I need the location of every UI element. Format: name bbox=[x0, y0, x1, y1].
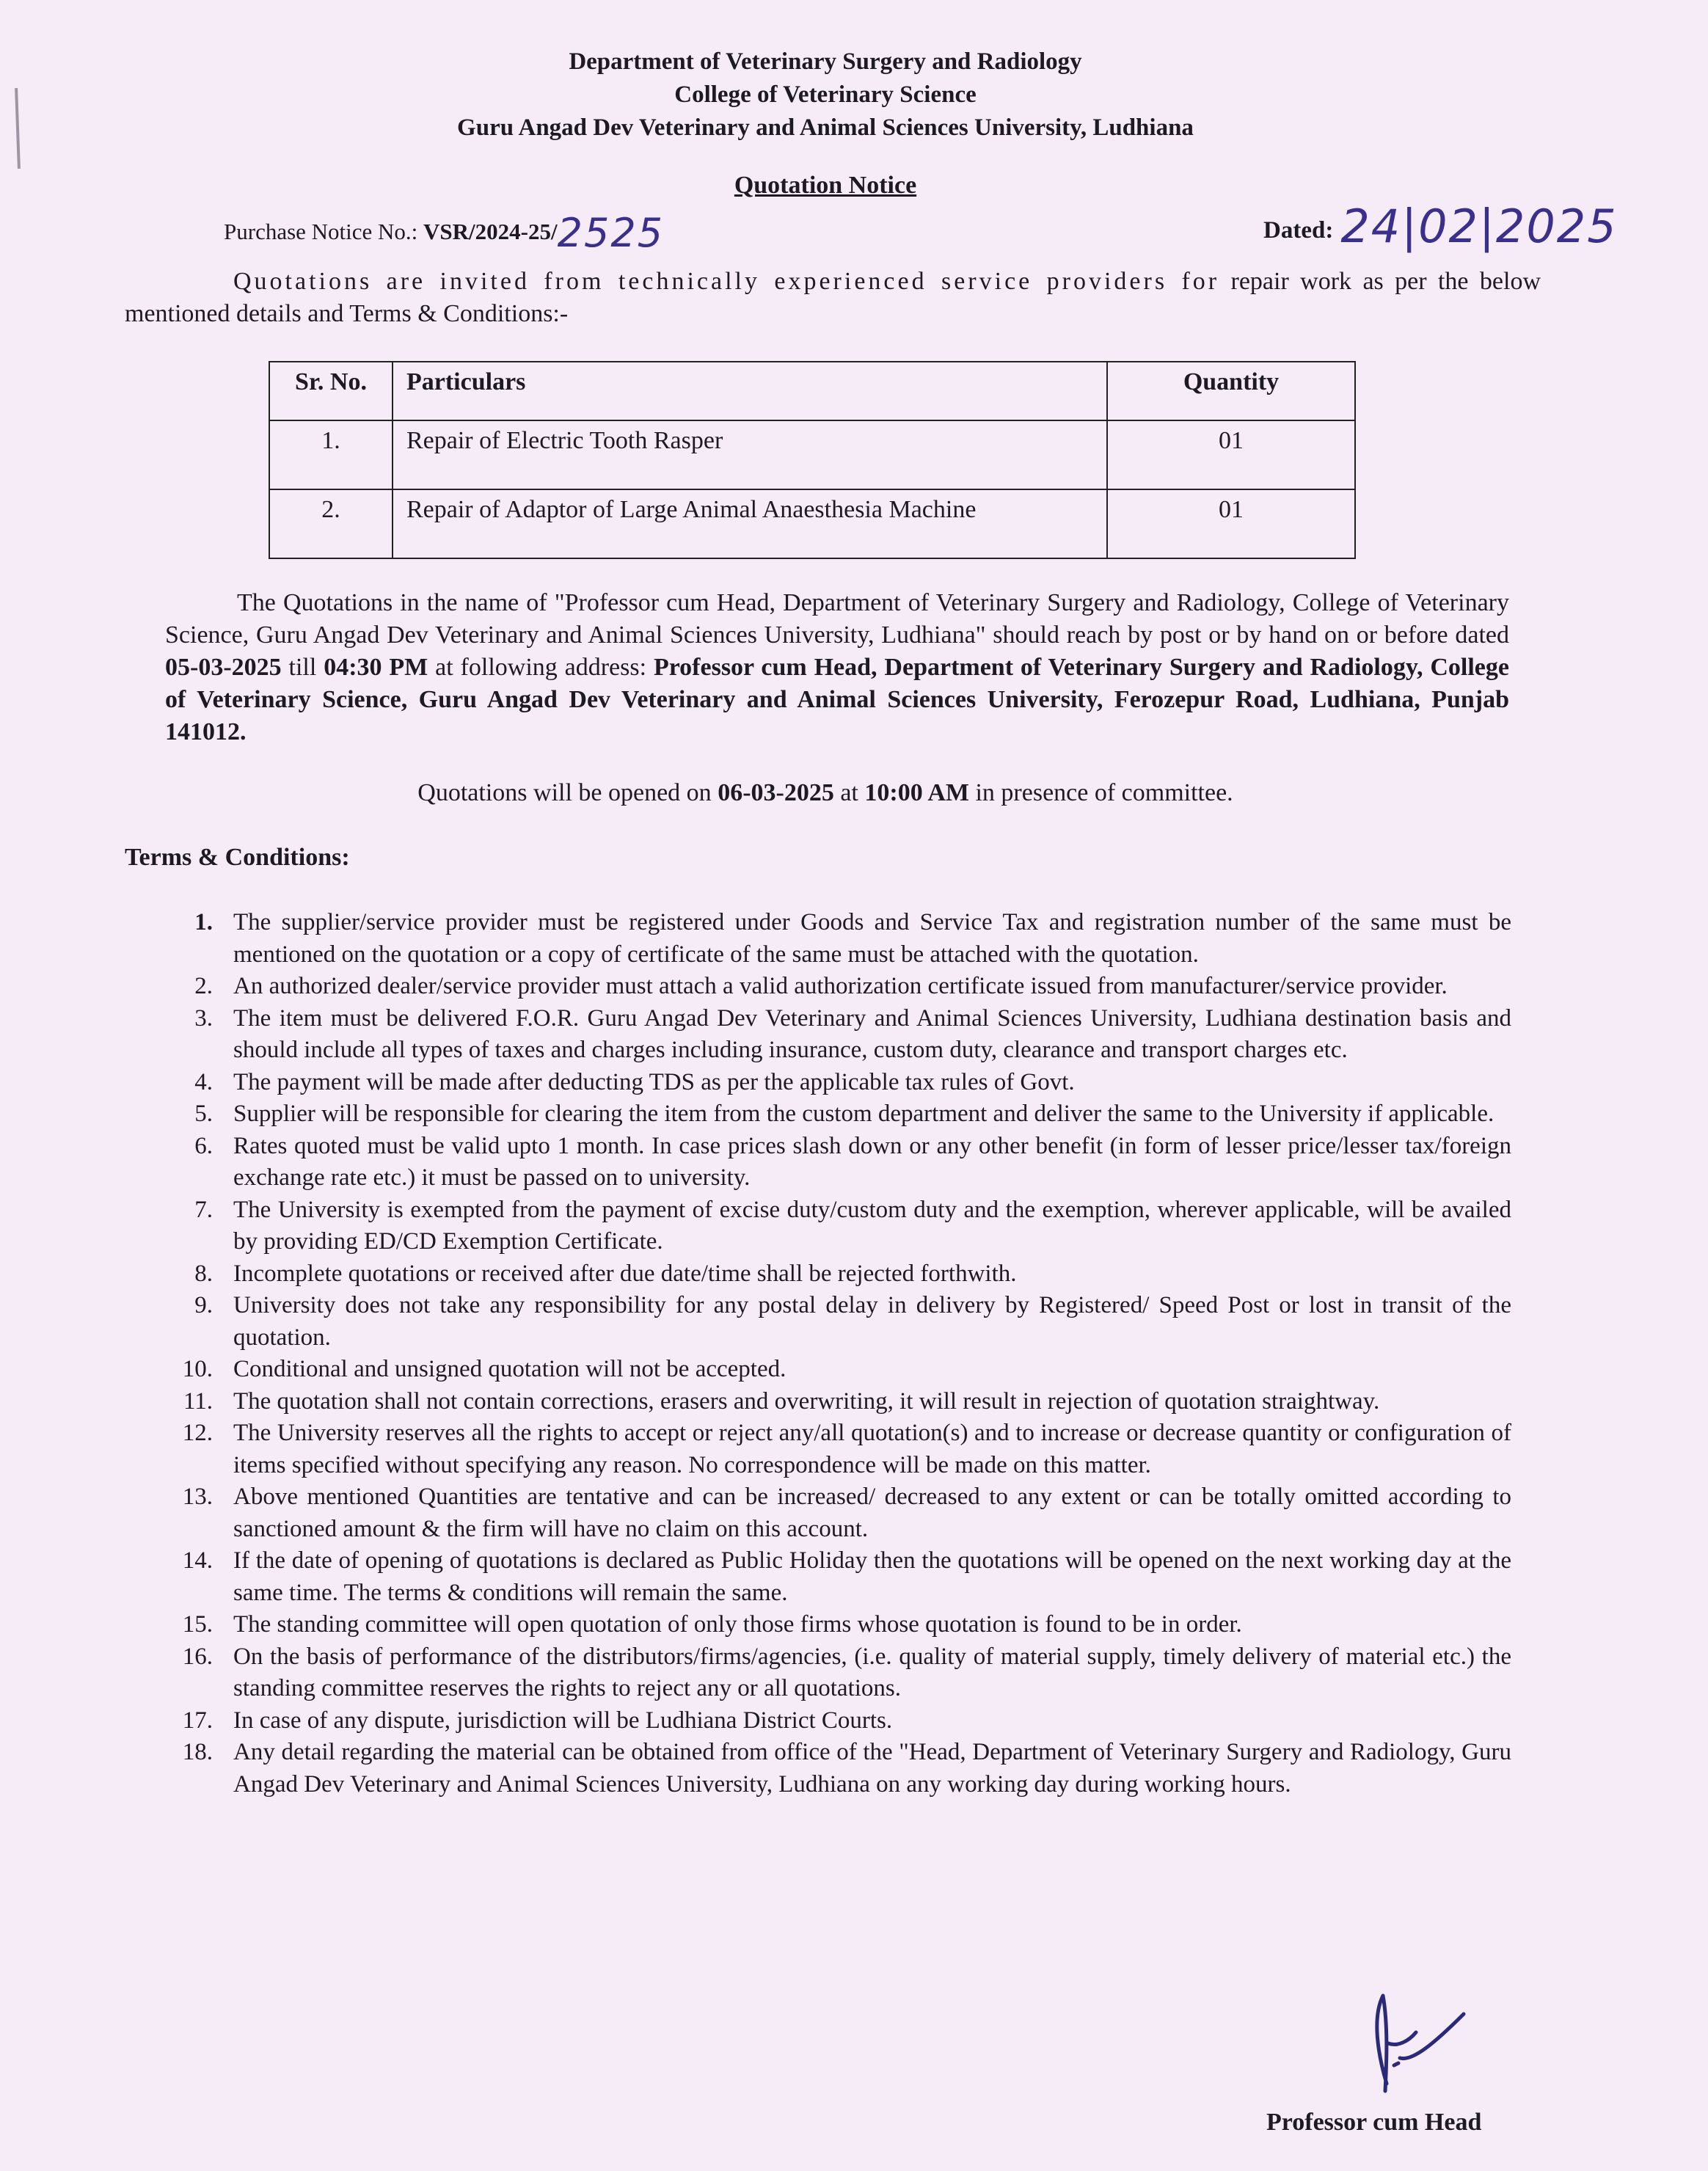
terms-heading: Terms & Conditions: bbox=[125, 844, 350, 871]
terms-item-text: University does not take any responsibility for any postal delay in delivery by Registered/ Speed Post or lost in transit of the quotation. bbox=[233, 1292, 1511, 1351]
intro-text-rest: repair work as per the below mentioned details and Terms & Conditions:- bbox=[125, 268, 1541, 327]
terms-item bbox=[169, 1098, 1511, 1131]
terms-item-number: 10. bbox=[182, 1356, 213, 1382]
university-name: Guru Angad Dev Veterinary and Animal Sciences University, Ludhiana bbox=[457, 114, 1194, 141]
submission-deadline-date: 05-03-2025 bbox=[165, 654, 282, 681]
opening-time: 10:00 AM bbox=[864, 779, 969, 806]
terms-item bbox=[169, 1194, 1511, 1258]
terms-item-text: Conditional and unsigned quotation will not be accepted. bbox=[233, 1356, 787, 1382]
cell-quantity: 01 bbox=[1107, 420, 1355, 489]
cell-quantity: 01 bbox=[1107, 489, 1355, 558]
submission-paragraph bbox=[165, 587, 1509, 748]
submission-text-2: till bbox=[281, 654, 324, 681]
terms-item-text: Any detail regarding the material can be obtained from office of the "Head, Department of Veterinary Surgery and Radiology, Guru Angad Dev Veterinary and Animal Sciences University, Ludhiana on any working day during working hours. bbox=[233, 1739, 1511, 1798]
terms-item-number: 7. bbox=[194, 1196, 213, 1223]
purchase-notice-number bbox=[224, 202, 665, 256]
terms-item bbox=[169, 971, 1511, 1003]
terms-item-text: The standing committee will open quotation of only those firms whose quotation is found to be in order. bbox=[233, 1611, 1242, 1638]
terms-item-number: 2. bbox=[194, 973, 213, 999]
terms-item-text: In case of any dispute, jurisdiction will be Ludhiana District Courts. bbox=[233, 1707, 893, 1734]
purchase-notice-code: VSR/2024-25/ bbox=[423, 219, 558, 244]
terms-item-number: 8. bbox=[194, 1260, 213, 1287]
terms-item-number: 11. bbox=[183, 1387, 213, 1415]
terms-item-text: Supplier will be responsible for clearing the item from the custom department and deliver the same to the University if applicable. bbox=[233, 1101, 1494, 1127]
header-sr-no: Sr. No. bbox=[269, 362, 393, 420]
terms-item-number: 15. bbox=[182, 1611, 213, 1638]
dated-label: Dated: bbox=[1263, 217, 1334, 244]
header-particulars: Particulars bbox=[393, 362, 1107, 420]
terms-item bbox=[169, 1003, 1511, 1067]
cell-sr-no: 1. bbox=[269, 420, 393, 489]
terms-item-text: The payment will be made after deducting TDS as per the applicable tax rules of Govt. bbox=[233, 1068, 1075, 1095]
terms-item bbox=[169, 1609, 1511, 1641]
table-row bbox=[269, 489, 1355, 558]
terms-item bbox=[169, 1545, 1511, 1609]
terms-item-number: 16. bbox=[182, 1643, 213, 1670]
signatory-title: Professor cum Head bbox=[1266, 2109, 1482, 2136]
notice-date bbox=[1263, 195, 1618, 253]
terms-item-number: 1. bbox=[194, 909, 213, 935]
purchase-notice-label: Purchase Notice No.: bbox=[224, 219, 424, 244]
terms-item bbox=[169, 1290, 1511, 1354]
terms-item bbox=[169, 1417, 1511, 1481]
terms-item-text: The item must be delivered F.O.R. Guru Angad Dev Veterinary and Animal Sciences University, Ludhiana destination basis and should include all types of taxes and charges including insurance, custom duty, clearance and transport charges etc. bbox=[233, 1004, 1511, 1063]
terms-item bbox=[169, 1354, 1511, 1386]
terms-item-number: 9. bbox=[194, 1292, 213, 1318]
notice-title: Quotation Notice bbox=[734, 172, 917, 199]
cell-particulars: Repair of Adaptor of Large Animal Anaesthesia Machine bbox=[393, 489, 1107, 558]
submission-deadline-time: 04:30 PM bbox=[324, 654, 428, 681]
terms-item bbox=[169, 1258, 1511, 1291]
header-quantity: Quantity bbox=[1107, 362, 1355, 420]
table-header-row bbox=[269, 362, 1355, 420]
terms-item bbox=[169, 1131, 1511, 1194]
cell-sr-no: 2. bbox=[269, 489, 393, 558]
opening-line bbox=[0, 779, 1651, 807]
opening-text-2: at bbox=[833, 779, 865, 806]
terms-item-number: 6. bbox=[194, 1132, 213, 1159]
terms-list bbox=[169, 907, 1511, 1800]
handwritten-date: 24|02|2025 bbox=[1340, 200, 1618, 253]
college-name: College of Veterinary Science bbox=[674, 81, 977, 108]
terms-item-text: Rates quoted must be valid upto 1 month. In case prices slash down or any other benefit (in form of lesser price/lesser tax/foreign exchange rate etc.) it must be passed on to university. bbox=[233, 1132, 1511, 1191]
terms-item-text: Above mentioned Quantities are tentative and can be increased/ decreased to any extent or can be totally omitted according to sanctioned amount & the firm will have no claim on this account. bbox=[233, 1484, 1511, 1542]
terms-item-number: 4. bbox=[194, 1068, 213, 1095]
terms-item-text: The University is exempted from the payment of excise duty/custom duty and the exemption, wherever applicable, will be availed by providing ED/CD Exemption Certificate. bbox=[233, 1196, 1511, 1255]
terms-item bbox=[169, 1641, 1511, 1705]
terms-item-number: 18. bbox=[182, 1739, 213, 1765]
intro-text-spaced: Quotations are invited from technically experienced service providers for bbox=[233, 268, 1220, 295]
terms-item-number: 17. bbox=[182, 1707, 213, 1734]
terms-item-text: If the date of opening of quotations is declared as Public Holiday then the quotations will be opened on the next working day at the same time. The terms & conditions will remain the same. bbox=[233, 1547, 1511, 1606]
handwritten-notice-number: 2525 bbox=[557, 210, 665, 256]
terms-item-text: An authorized dealer/service provider must attach a valid authorization certificate issued from manufacturer/service provider. bbox=[233, 973, 1448, 999]
terms-item-number: 3. bbox=[194, 1004, 213, 1032]
terms-item-text: Incomplete quotations or received after due date/time shall be rejected forthwith. bbox=[233, 1260, 1017, 1287]
terms-item-text: The supplier/service provider must be registered under Goods and Service Tax and registration number of the same must be mentioned on the quotation or a copy of certificate of the same must be attached with the quotation. bbox=[233, 909, 1511, 968]
terms-item-text: The quotation shall not contain corrections, erasers and overwriting, it will result in rejection of quotation straightway. bbox=[233, 1387, 1380, 1415]
signature-image bbox=[1343, 1974, 1475, 2098]
department-name: Department of Veterinary Surgery and Radiology bbox=[569, 48, 1082, 75]
submission-text-1: The Quotations in the name of "Professor cum Head, Department of Veterinary Surgery and Radiology, College of Veterinary Science, Guru Angad Dev Veterinary and Animal Sciences University, Ludhiana" should reach by post or by hand on or before dated bbox=[165, 589, 1509, 649]
opening-date: 06-03-2025 bbox=[718, 779, 834, 806]
terms-item-text: On the basis of performance of the distributors/firms/agencies, (i.e. quality of material supply, timely delivery of material etc.) the standing committee reserves the rights to reject any or all quotations. bbox=[233, 1643, 1511, 1701]
terms-item bbox=[169, 1386, 1511, 1418]
opening-text-1: Quotations will be opened on bbox=[417, 779, 718, 806]
terms-item-number: 5. bbox=[194, 1101, 213, 1127]
terms-item bbox=[169, 1705, 1511, 1737]
terms-item bbox=[169, 1481, 1511, 1545]
terms-item bbox=[169, 1067, 1511, 1099]
terms-item-number: 12. bbox=[182, 1420, 213, 1446]
opening-text-3: in presence of committee. bbox=[968, 779, 1233, 806]
terms-item bbox=[169, 907, 1511, 971]
terms-item bbox=[169, 1737, 1511, 1800]
terms-item-text: The University reserves all the rights to accept or reject any/all quotation(s) and to increase or decrease quantity or configuration of items specified without specifying any reason. No correspondence will be made on this matter. bbox=[233, 1420, 1511, 1478]
intro-paragraph bbox=[125, 266, 1541, 330]
terms-item-number: 13. bbox=[182, 1484, 213, 1510]
cell-particulars: Repair of Electric Tooth Rasper bbox=[393, 420, 1107, 489]
terms-item-number: 14. bbox=[182, 1547, 213, 1574]
submission-address: Professor cum Head, Department of Veterinary Surgery and Radiology, College of Veterinary Science, Guru Angad Dev Veterinary and Animal Sciences University, Ferozepur Road, Ludhiana, Punjab 141012. bbox=[165, 654, 1509, 745]
items-table bbox=[269, 361, 1356, 559]
table-row bbox=[269, 420, 1355, 489]
submission-text-3: at following address: bbox=[428, 654, 654, 681]
